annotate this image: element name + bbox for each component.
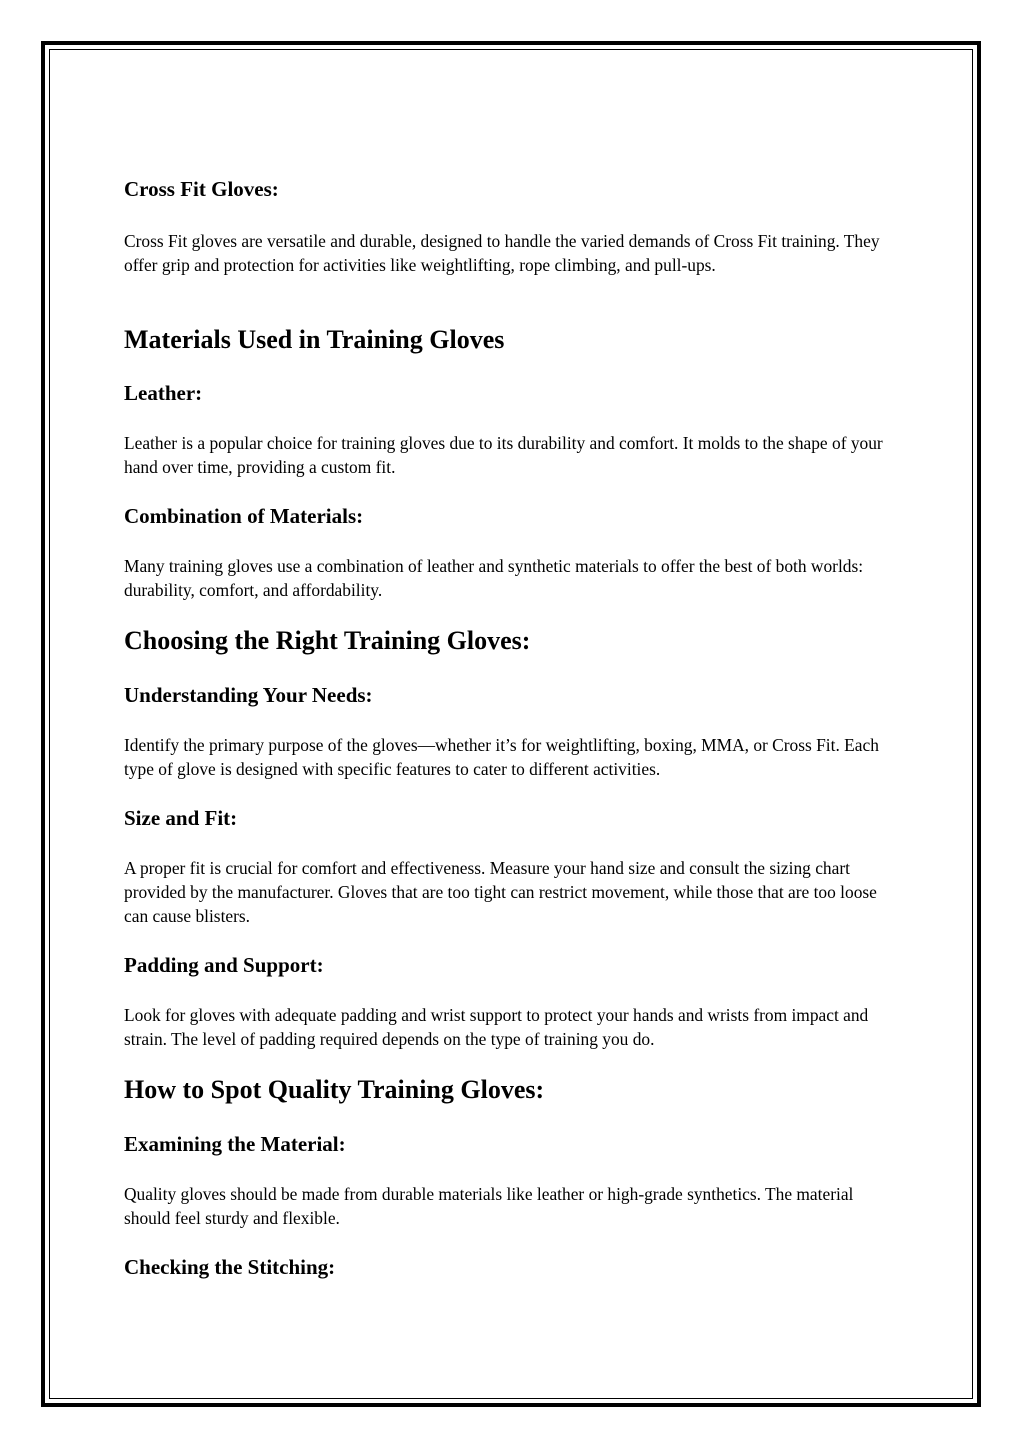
leather-heading: Leather: [124, 381, 203, 405]
crossfit-body: Cross Fit gloves are versatile and durable, designed to handle the varied demands of Cross Fit training. They offer grip and protection for activities like weightlifting, rope climbing, and pull-ups. [124, 231, 880, 275]
examining-material-heading: Examining the Material: [124, 1132, 346, 1156]
padding-heading: Padding and Support: [124, 953, 324, 977]
materials-heading: Materials Used in Training Gloves [124, 325, 505, 354]
size-fit-heading: Size and Fit: [124, 806, 238, 830]
crossfit-heading: Cross Fit Gloves: [124, 177, 279, 201]
combination-heading: Combination of Materials: [124, 504, 364, 528]
needs-body: Identify the primary purpose of the gloves—whether it’s for weightlifting, boxing, MMA, or Cross Fit. Each type of glove is designed with specific features to cater to different activities. [124, 735, 879, 779]
stitching-heading: Checking the Stitching: [124, 1255, 336, 1279]
combination-body: Many training gloves use a combination of leather and synthetic materials to offer the best of both worlds: durability, comfort, and affordability. [124, 556, 864, 600]
needs-heading: Understanding Your Needs: [124, 683, 373, 707]
examining-material-body: Quality gloves should be made from durable materials like leather or high-grade synthetics. The material should feel sturdy and flexible. [124, 1184, 854, 1228]
choosing-heading: Choosing the Right Training Gloves: [124, 626, 531, 655]
size-fit-body: A proper fit is crucial for comfort and effectiveness. Measure your hand size and consult the sizing chart provided by the manufacturer. Gloves that are too tight can restrict movement, while those that are too loose can cause blisters. [124, 858, 877, 926]
leather-body: Leather is a popular choice for training gloves due to its durability and comfort. It molds to the shape of your hand over time, providing a custom fit. [124, 433, 883, 477]
padding-body: Look for gloves with adequate padding and wrist support to protect your hands and wrists from impact and strain. The level of padding required depends on the type of training you do. [124, 1005, 869, 1049]
quality-heading: How to Spot Quality Training Gloves: [124, 1075, 545, 1104]
